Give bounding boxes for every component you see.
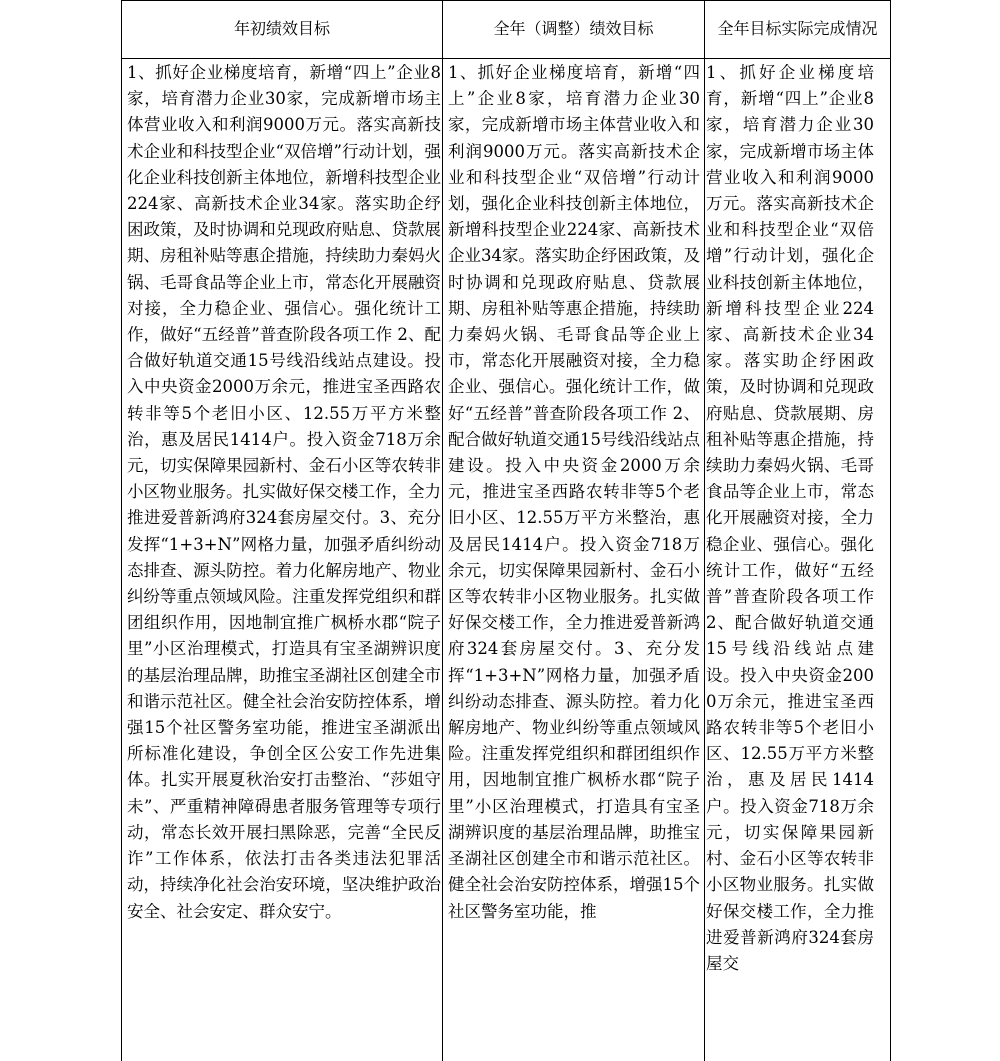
cell-actual-completion: 1、抓好企业梯度培育，新增“四上”企业8家，培育潜力企业30家，完成新增市场主体营业收入和利润9000万元。落实高新技术企业和科技型企业“双倍增”行动计划，强化企业科技创新主体地位，新增科技型企业224家、高新技术企业34家。落实助企纾困政策，及时协调和兑现政府贴息、贷款展期、房租补贴等惠企措施，持续助力秦妈火锅、毛哥食品等企业上市，常态化开展融资对接，全力稳企业、强信心。强化统计工作，做好“五经普”普查阶段各项工作 2、配合做好轨道交通15号线沿线站点建设。投入中央资金2000万余元，推进宝圣西路农转非等5个老旧小区、12.55万平方米整治，惠及居民1414户。投入资金718万余元，切实保障果园新村、金石小区等农转非小区物业服务。扎实做好保交楼工作，全力推进爱普新鸿府324套房屋交 [706,63,874,973]
header-divider [122,58,890,59]
cell-adjusted-goals: 1、抓好企业梯度培育，新增“四上”企业8家，培育潜力企业30家，完成新增市场主体营业收入和利润9000万元。落实高新技术企业和科技型企业“双倍增”行动计划，强化企业科技创新主体地位，新增科技型企业224家、高新技术企业34家。落实助企纾困政策，及时协调和兑现政府贴息、贷款展期、房租补贴等惠企措施，持续助力秦妈火锅、毛哥食品等企业上市，常态化开展融资对接，全力稳企业、强信心。强化统计工作，做好“五经普”普查阶段各项工作 2、配合做好轨道交通15号线沿线站点建设。投入中央资金2000万余元，推进宝圣西路农转非等5个老旧小区、12.55万平方米整治，惠及居民1414户。投入资金718万余元，切实保障果园新村、金石小区等农转非小区物业服务。扎实做好保交楼工作，全力推进爱普新鸿府324套房屋交付。3、充分发挥“1+3+N”网格力量，加强矛盾纠纷动态排查、源头防控。着力化解房地产、物业纠纷等重点领域风险。注重发挥党组织和群团组织作用，因地制宜推广枫桥水郡“院子里”小区治理模式，打造具有宝圣湖辨识度的基层治理品牌，助推宝圣湖社区创建全市和谐示范社区。健全社会治安防控体系，增强15个社区警务室功能，推 [448,63,700,921]
column-divider-1 [442,0,443,1061]
header-initial-goals: 年初绩效目标 [233,19,330,38]
performance-table [121,0,891,1061]
cell-initial-goals: 1、抓好企业梯度培育，新增“四上”企业8家，培育潜力企业30家，完成新增市场主体营业收入和利润9000万元。落实高新技术企业和科技型企业“双倍增”行动计划，强化企业科技创新主体地位，新增科技型企业224家、高新技术企业34家。落实助企纾困政策，及时协调和兑现政府贴息、贷款展期、房租补贴等惠企措施，持续助力秦妈火锅、毛哥食品等企业上市，常态化开展融资对接，全力稳企业、强信心。强化统计工作，做好“五经普”普查阶段各项工作 2、配合做好轨道交通15号线沿线站点建设。投入中央资金2000万余元，推进宝圣西路农转非等5个老旧小区、12.55万平方米整治，惠及居民1414户。投入资金718万余元，切实保障果园新村、金石小区等农转非小区物业服务。扎实做好保交楼工作，全力推进爱普新鸿府324套房屋交付。3、充分发挥“1+3+N”网格力量，加强矛盾纠纷动态排查、源头防控。着力化解房地产、物业纠纷等重点领域风险。注重发挥党组织和群团组织作用，因地制宜推广枫桥水郡“院子里”小区治理模式，打造具有宝圣湖辨识度的基层治理品牌，助推宝圣湖社区创建全市和谐示范社区。健全社会治安防控体系，增强15个社区警务室功能，推进宝圣湖派出所标准化建设，争创全区公安工作先进集体。扎实开展夏秋治安打击整治、“莎姐守未”、严重精神障碍患者服务管理等专项行动，常态长效开展扫黑除恶，完善“全民反诈”工作体系，依法打击各类违法犯罪活动，持续净化社会治安环境，坚决维护政治安全、社会安定、群众安宁。 [127,63,441,921]
column-divider-2 [704,0,705,1061]
header-actual-completion: 全年目标实际完成情况 [717,19,878,38]
header-adjusted-goals: 全年（调整）绩效目标 [493,19,654,38]
